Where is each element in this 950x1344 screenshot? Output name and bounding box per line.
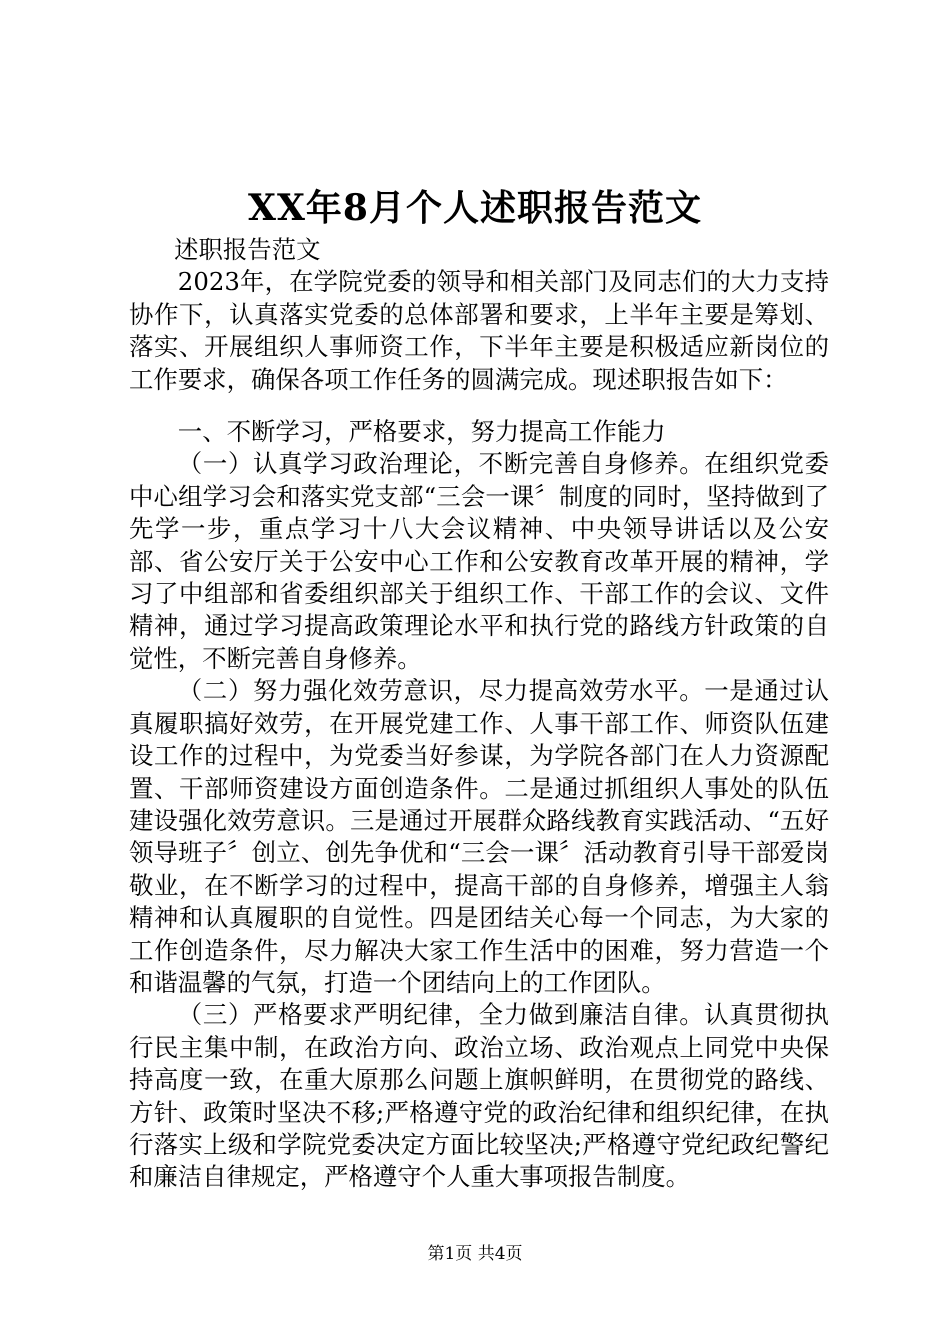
paragraph-section-1-1: （一）认真学习政治理论，不断完善自身修养。在组织党委中心组学习会和落实党支部“三会一课〞制度的同时，坚持做到了先学一步，重点学习十八大会议精神、中央领导讲话以及公安部、省公安厅关于公安中心工作和公安教育改革开展的精神，学习了中组部和省委组织部关于组织工作、干部工作的会议、文件精神，通过学习提高政策理论水平和执行党的路线方针政策的自觉性，不断完善自身修养。 (129, 449, 829, 673)
page-footer: 第1页 共4页 (427, 1244, 523, 1264)
document-body (129, 234, 829, 1194)
paragraph-gap (129, 396, 829, 416)
document-title: XX年8月个人述职报告范文 (248, 187, 702, 229)
paragraph-section-1-3: （三）严格要求严明纪律，全力做到廉洁自律。认真贯彻执行民主集中制，在政治方向、政治立场、政治观点上同党中央保持高度一致，在重大原那么问题上旗帜鲜明，在贯彻党的路线、方针、政策时坚决不移;严格遵守党的政治纪律和组织纪律，在执行落实上级和学院党委决定方面比较坚决;严格遵守党纪政纪警纪和廉洁自律规定，严格遵守个人重大事项报告制度。 (129, 1000, 829, 1192)
section-heading-1: 一、不断学习，严格要求，努力提高工作能力 (177, 417, 666, 447)
document-subtitle: 述职报告范文 (174, 235, 321, 264)
paragraph-section-1-2: （二）努力强化效劳意识，尽力提高效劳水平。一是通过认真履职搞好效劳，在开展党建工作、人事干部工作、师资队伍建设工作的过程中，为党委当好参谋，为学院各部门在人力资源配置、干部师资建设方面创造条件。二是通过抓组织人事处的队伍建设强化效劳意识。三是通过开展群众路线教育实践活动、“五好领导班子〞创立、创先争优和“三会一课〞活动教育引导干部爱岗敬业，在不断学习的过程中，提高干部的自身修养，增强主人翁精神和认真履职的自觉性。四是团结关心每一个同志，为大家的工作创造条件，尽力解决大家工作生活中的困难，努力营造一个和谐温馨的气氛，打造一个团结向上的工作团队。 (129, 676, 829, 997)
paragraph-intro: 2023年，在学院党委的领导和相关部门及同志们的大力支持协作下，认真落实党委的总体部署和要求，上半年主要是筹划、落实、开展组织人事师资工作，下半年主要是积极适应新岗位的工作要求，确保各项工作任务的圆满完成。现述职报告如下： (129, 267, 829, 394)
